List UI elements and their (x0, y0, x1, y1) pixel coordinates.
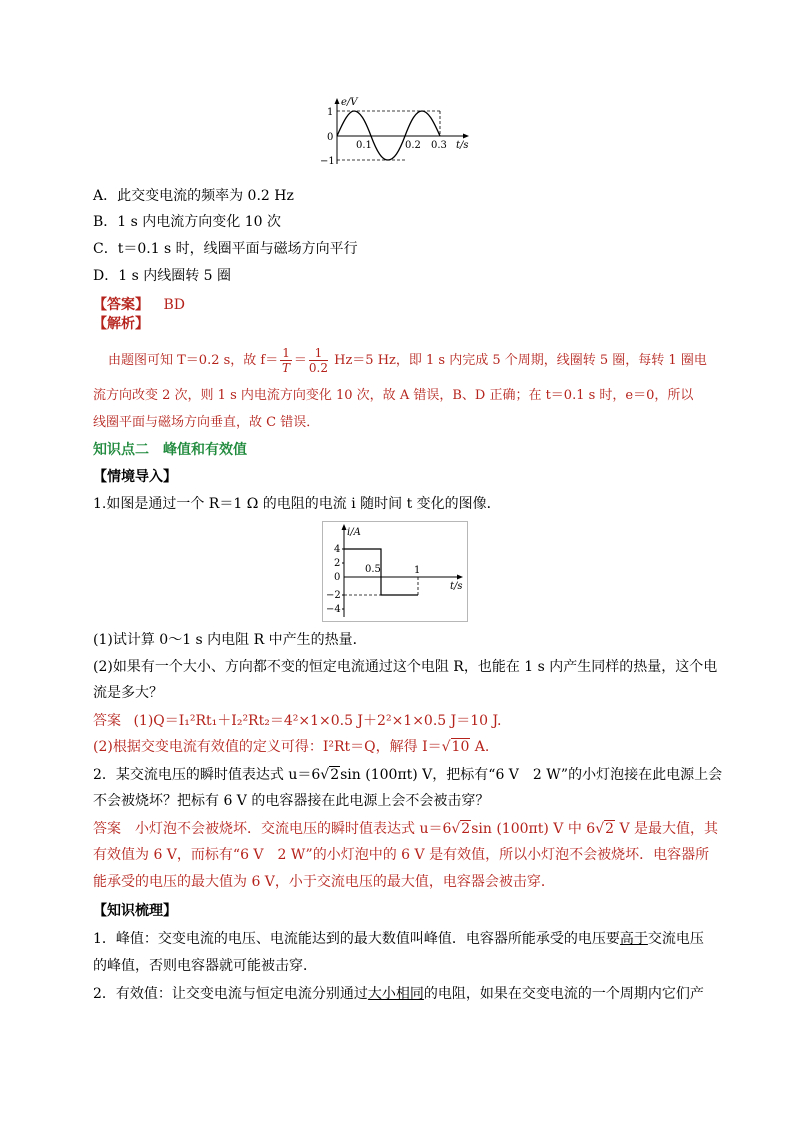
q2-line2: 不会被烧坏？把标有 6 V 的电容器接在此电源上会不会被击穿？ (93, 793, 490, 809)
x-axis-label: t/s (450, 581, 463, 592)
section-title: 知识点二 峰值和有效值 (93, 442, 247, 458)
q2-answer-line1 (93, 820, 718, 838)
x-tick-0.3: 0.3 (431, 140, 447, 151)
option-b: B．1 s 内电流方向变化 10 次 (93, 214, 281, 230)
frac1-num: 1 (282, 346, 290, 360)
figure-current-square-graph (322, 521, 468, 622)
q2-line1-post: sin (100πt) V，把标有“6 V 2 W”的小灯泡接在此电源上会 (340, 767, 723, 783)
q1-answer-1: (1)Q＝I₁²Rt₁＋I₂²Rt₂＝4²×1×0.5 J＋2²×1×0.5 J＝10 J. (133, 713, 502, 729)
knowledge-p1-underlined: 高于 (619, 931, 648, 947)
analysis-line-2: 流方向改变 2 次，则 1 s 内电流方向变化 10 次，故 A 错误，B、D 正确；在 t＝0.1 s 时，e＝0，所以 (93, 388, 694, 403)
q1-answer-line1 (93, 712, 502, 730)
knowledge-p1-pre: 1．峰值：交变电流的电压、电流能达到的最大数值叫峰值．电容器所能承受的电压要 (93, 931, 620, 947)
analysis-line-3: 线圈平面与磁场方向垂直，故 C 错误． (93, 415, 320, 430)
figure-emf-sine-graph (318, 96, 478, 168)
x-axis-label: t/s (456, 140, 469, 151)
q2-line1-pre: 2．某交流电压的瞬时值表达式 u＝6 (93, 767, 321, 783)
y-tick-0: 0 (334, 572, 341, 583)
q1-answer-2-post: A. (470, 739, 490, 755)
sqrt-sign: √ (451, 821, 461, 837)
q2-answer-label: 答案 (93, 821, 121, 837)
intro-label: 【情境导入】 (93, 469, 177, 485)
option-c: C．t＝0.1 s 时，线圈平面与磁场方向平行 (93, 241, 358, 257)
frac2-num: 1 (309, 346, 328, 361)
sqrt-sign: √ (320, 767, 330, 783)
analysis-line1-post: Hz＝5 Hz，即 1 s 内完成 5 个周期，线圈转 5 圈，每转 1 圈电 (329, 353, 707, 368)
q2-ans-sqrt-1: 2 (461, 821, 471, 837)
y-tick-neg4: −4 (326, 604, 341, 615)
y-axis-label: i/A (347, 527, 361, 538)
y-tick-neg1: −1 (320, 156, 335, 167)
y-axis-label: e/V (341, 97, 358, 108)
q2-ans-line1-post: V 是最大值，其 (615, 821, 719, 837)
q1-answer-2-sqrt: 10 (451, 739, 470, 755)
knowledge-p2-post: 的电阻，如果在交变电流的一个周期内它们产 (423, 986, 704, 1002)
option-a: A．此交变电流的频率为 0.2 Hz (93, 188, 294, 204)
y-tick-0: 0 (327, 132, 334, 143)
answer-row (93, 296, 185, 314)
analysis-line-1 (108, 344, 707, 378)
y-axis-arrow (335, 98, 340, 104)
x-tick-1: 1 (414, 565, 421, 576)
sqrt-sign: √ (441, 739, 451, 755)
q1-answer-line2 (93, 738, 489, 756)
x-axis-arrow (463, 134, 469, 139)
q1-sub1: (1)试计算 0～1 s 内电阻 R 中产生的热量． (93, 632, 367, 648)
q2-ans-line1-pre: 小灯泡不会被烧坏．交流电压的瞬时值表达式 u＝6 (121, 821, 452, 837)
knowledge-p2-line1 (93, 985, 704, 1003)
q2-answer-line3: 能承受的电压的最大值为 6 V，小于交流电压的最大值，电容器会被击穿． (93, 874, 555, 890)
x-axis-arrow (457, 575, 463, 580)
x-tick-0.5: 0.5 (365, 564, 381, 575)
fraction-1-over-T (280, 346, 292, 375)
fraction-1-over-0.2 (309, 346, 328, 375)
q1-stem: 1.如图是通过一个 R＝1 Ω 的电阻的电流 i 随时间 t 变化的图像． (93, 496, 501, 512)
q1-sub2-line1: (2)如果有一个大小、方向都不变的恒定电流通过这个电阻 R，也能在 1 s 内产生同样的热量，这个电 (93, 659, 718, 675)
y-tick-2: 2 (334, 558, 341, 569)
q2-ans-sqrt-2: 2 (605, 821, 615, 837)
option-d: D．1 s 内线圈转 5 圈 (93, 268, 232, 284)
knowledge-p1-post: 交流电压 (647, 931, 704, 947)
y-tick-1: 1 (327, 107, 334, 118)
answer-label: 【答案】 (93, 297, 149, 313)
knowledge-p2-underlined: 大小相同 (367, 986, 424, 1002)
q2-ans-line1-mid: sin (100πt) V 中 6 (471, 821, 596, 837)
q2-line1 (93, 766, 722, 784)
y-tick-4: 4 (334, 544, 341, 555)
knowledge-p1-line2: 的峰值，否则电容器就可能被击穿． (93, 958, 317, 974)
q1-answer-2-pre: (2)根据交变电流有效值的定义可得：I²Rt＝Q，解得 I＝ (93, 739, 442, 755)
answer-value: BD (163, 297, 185, 313)
q2-line1-sqrt: 2 (330, 767, 340, 783)
analysis-eq: ＝ (293, 353, 307, 368)
x-tick-0.1: 0.1 (356, 140, 372, 151)
q2-answer-line2: 有效值为 6 V，而标有“6 V 2 W”的小灯泡中的 6 V 是有效值，所以小灯泡不会被烧坏．电容器所 (93, 847, 710, 863)
y-tick-neg2: −2 (326, 590, 341, 601)
knowledge-label: 【知识梳理】 (93, 903, 177, 919)
frac1-den: T (282, 361, 291, 375)
knowledge-p1-line1 (93, 930, 704, 948)
sqrt-sign: √ (595, 821, 605, 837)
analysis-line1-pre: 由题图可知 T＝0.2 s，故 f＝ (108, 353, 279, 368)
analysis-label: 【解析】 (93, 316, 149, 332)
frac2-den: 0.2 (308, 361, 328, 375)
q1-answer-label: 答案 (93, 713, 121, 729)
knowledge-p2-pre: 2．有效值：让交变电流与恒定电流分别通过 (93, 986, 368, 1002)
y-axis-arrow (342, 524, 347, 530)
x-tick-0.2: 0.2 (405, 140, 421, 151)
q1-sub2-line2: 流是多大？ (93, 685, 163, 701)
